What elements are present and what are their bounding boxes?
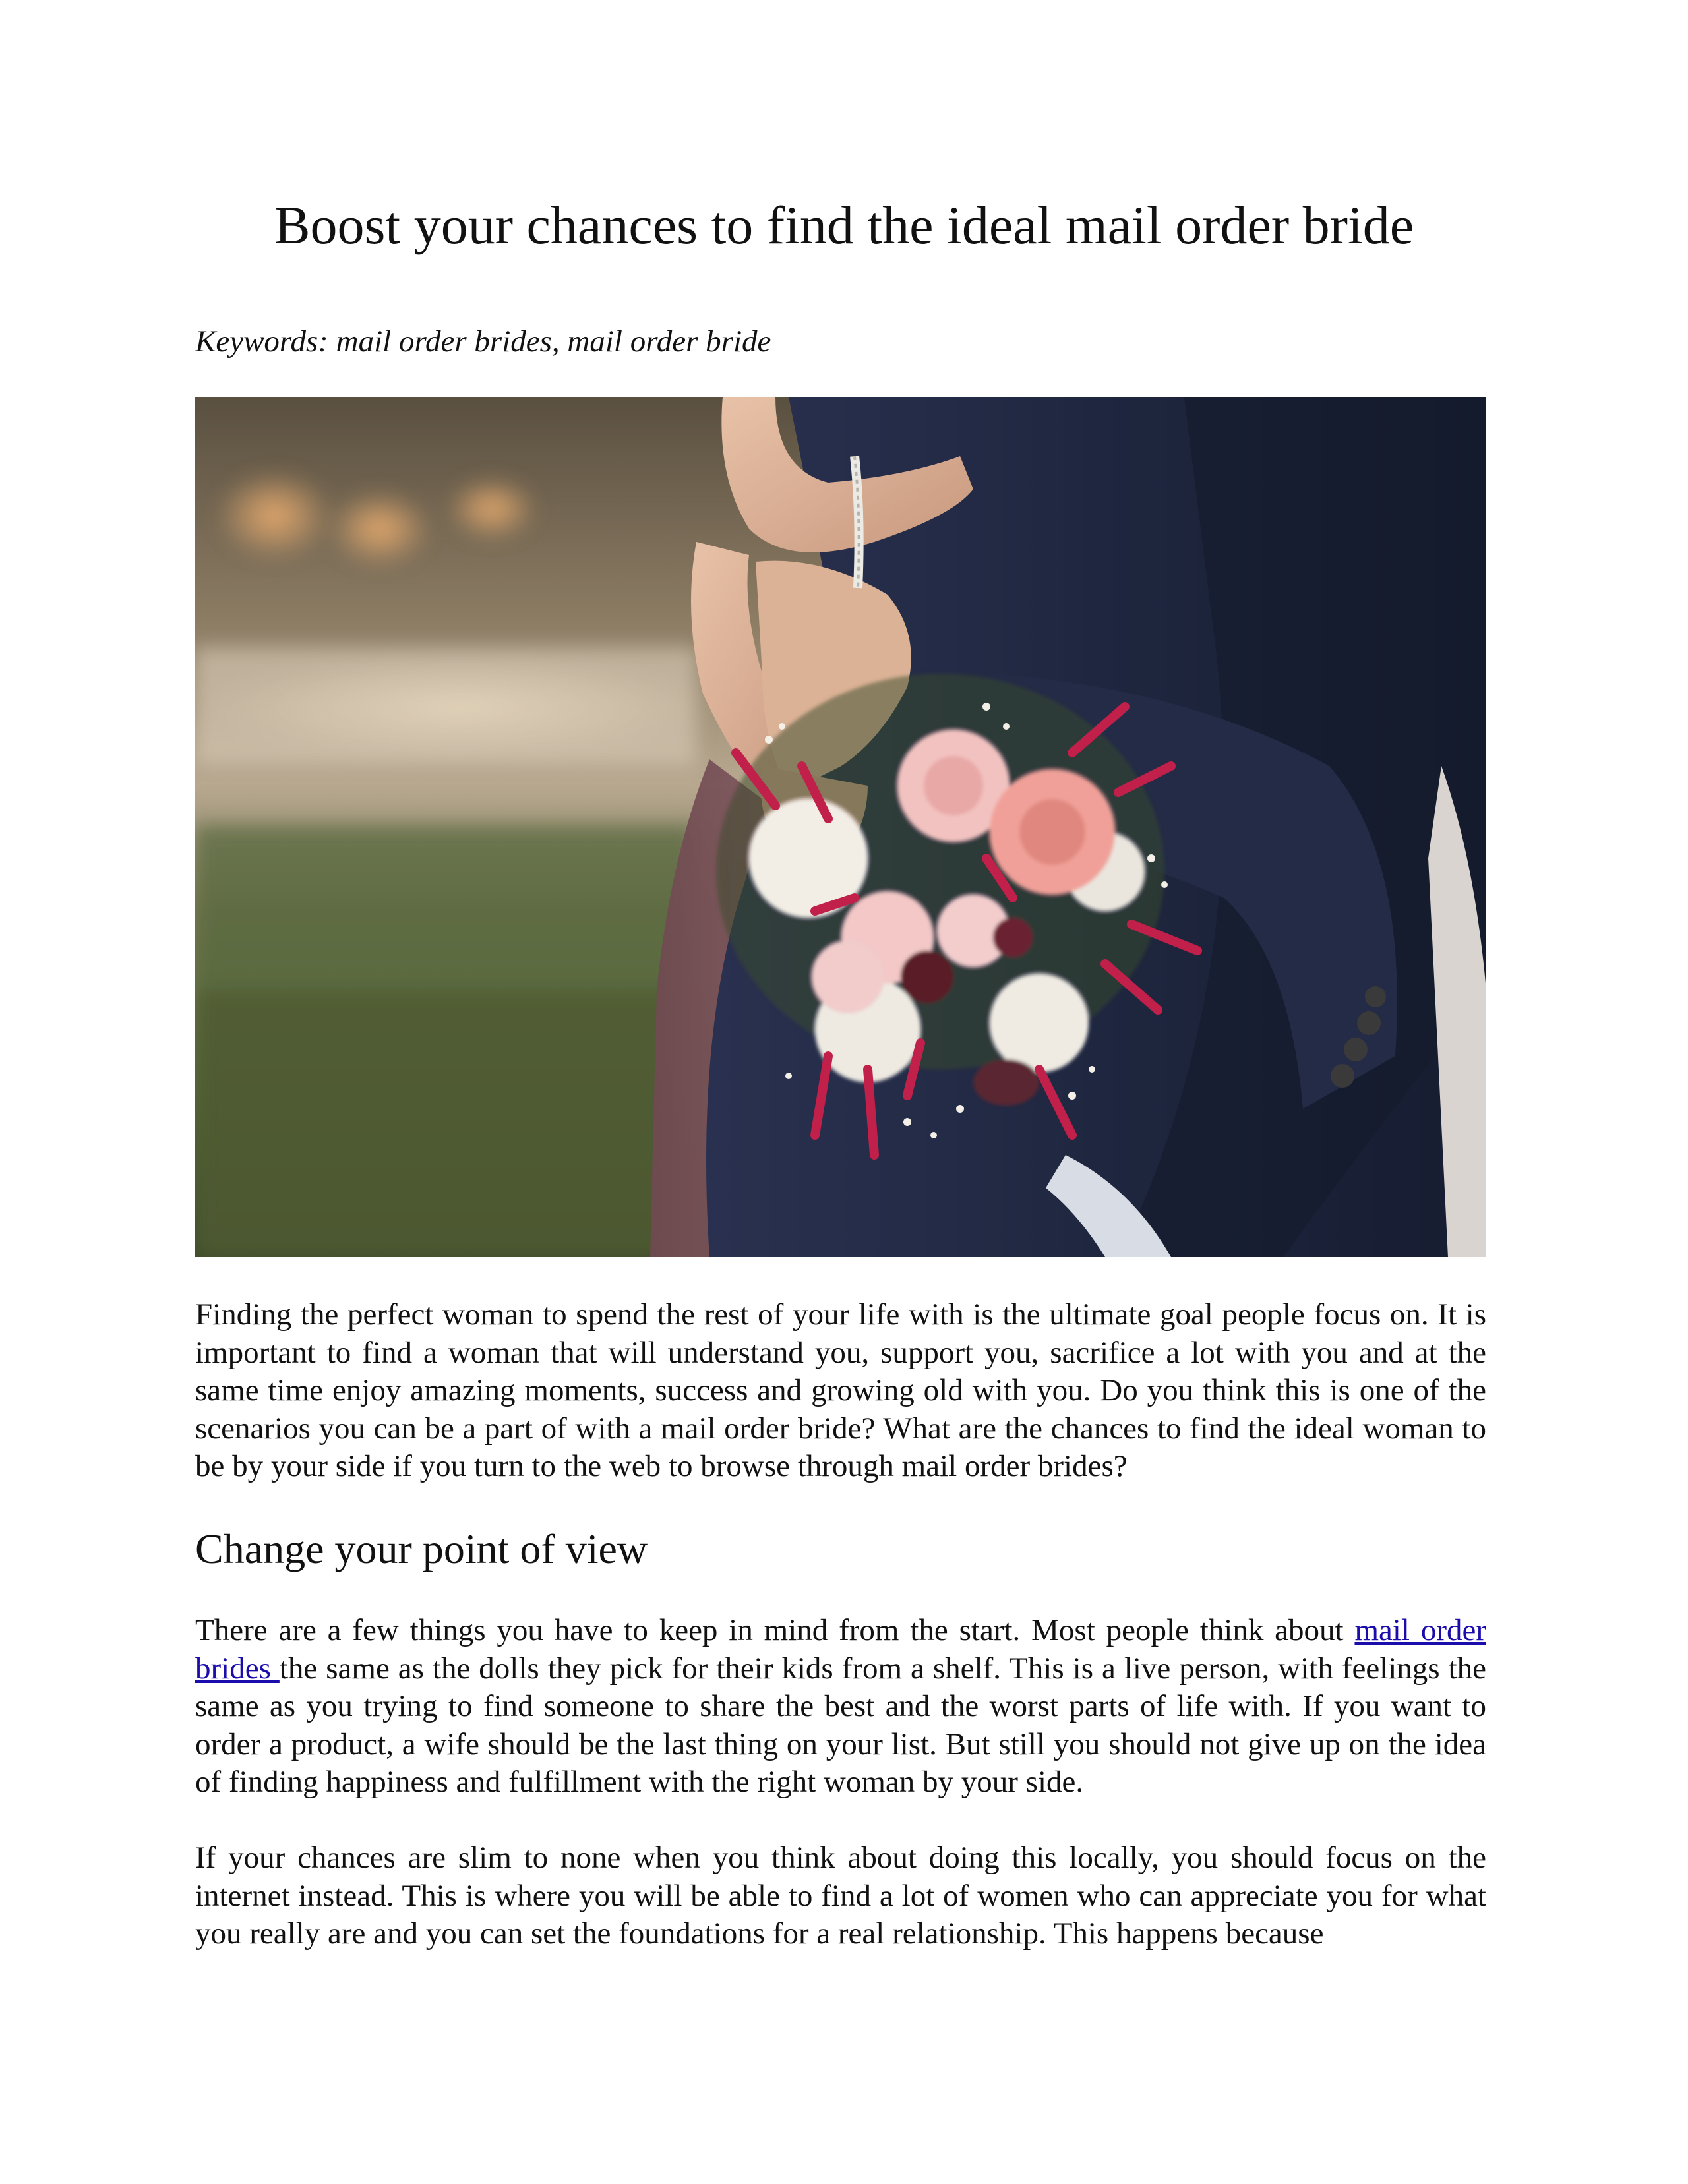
- paragraph-text-after-link: the same as the dolls they pick for their kids from a shelf. This is a live person, with feelings the same as you trying to find someone to share the best and the worst parts of life with. If you want to order a product, a wife should be the last thing on your list. But still you should not give up on the idea of finding happiness and fulfillment with the right woman by your side.: [195, 1651, 1486, 1799]
- keywords-line: Keywords: mail order brides, mail order bride: [195, 324, 771, 359]
- wedding-photo: [195, 397, 1486, 1257]
- section-heading: Change your point of view: [195, 1525, 648, 1572]
- section-paragraph-1: [195, 1612, 1486, 1802]
- paragraph-text-before-link: There are a few things you have to keep in mind from the start. Most people think about: [195, 1613, 1355, 1647]
- mail-order-brides-link[interactable]: mail order brides: [195, 1613, 1486, 1686]
- section-paragraph-2: If your chances are slim to none when you think about doing this locally, you should focus on the internet instead. This is where you will be able to find a lot of women who can appreciate you for what you really are and you can set the foundations for a real relationship. This happens because: [195, 1841, 1486, 1951]
- intro-paragraph: Finding the perfect woman to spend the rest of your life with is the ultimate goal people focus on. It is important to find a woman that will understand you, support you, sacrifice a lot with you and at the same time enjoy amazing moments, success and growing old with you. Do you think this is one of the scenarios you can be a part of with a mail order bride? What are the chances to find the ideal woman to be by your side if you turn to the web to browse through mail order brides?: [195, 1297, 1486, 1483]
- page-title: Boost your chances to find the ideal mail order bride: [274, 195, 1414, 255]
- wedding-photo-illustration: [195, 397, 1486, 1257]
